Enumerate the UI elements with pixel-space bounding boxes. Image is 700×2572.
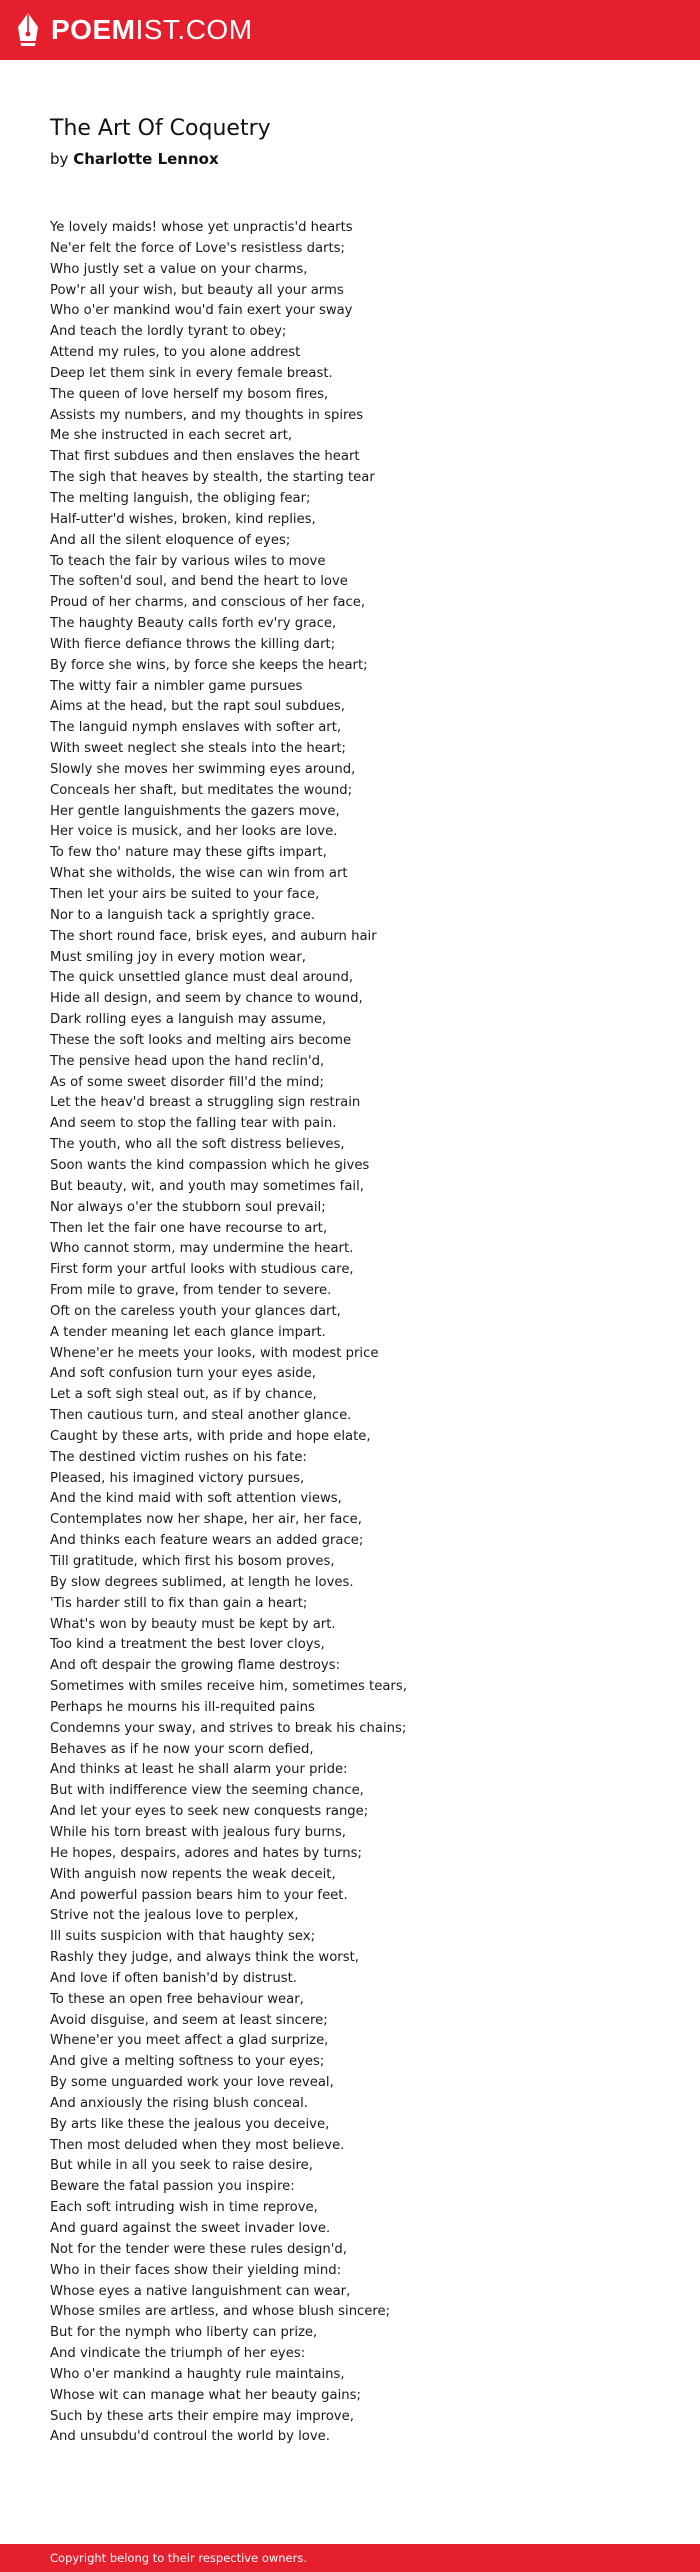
poem-line: Deep let them sink in every female breast. bbox=[50, 365, 333, 381]
poem-line: Her voice is musick, and her looks are love. bbox=[50, 824, 338, 840]
poem-line: The witty fair a nimbler game pursues bbox=[50, 678, 303, 694]
poem-line: And seem to stop the falling tear with pain. bbox=[50, 1116, 337, 1132]
poem-line: While his torn breast with jealous fury burns, bbox=[50, 1824, 346, 1840]
poem-line: Perhaps he mourns his ill-requited pains bbox=[50, 1699, 315, 1715]
poem-line: Whene'er he meets your looks, with modest price bbox=[50, 1345, 379, 1361]
poem-line: But beauty, wit, and youth may sometimes fail, bbox=[50, 1178, 364, 1194]
poem-line: Who in their faces show their yielding mind: bbox=[50, 2262, 342, 2278]
poem-line: Me she instructed in each secret art, bbox=[50, 428, 293, 444]
poem-line: Ye lovely maids! whose yet unpractis'd hearts bbox=[50, 220, 353, 235]
poem-line: What's won by beauty must be kept by art. bbox=[50, 1616, 336, 1632]
poem-line: By arts like these the jealous you deceive, bbox=[50, 2116, 330, 2132]
poem-line: And teach the lordly tyrant to obey; bbox=[50, 324, 287, 340]
pen-nib-icon bbox=[16, 12, 40, 48]
footer-bar bbox=[0, 2544, 700, 2572]
poem-line: Nor always o'er the stubborn soul prevail; bbox=[50, 1199, 326, 1215]
poem-line: Soon wants the kind compassion which he gives bbox=[50, 1157, 370, 1173]
poem-line: The melting languish, the obliging fear; bbox=[50, 490, 311, 506]
poem-line: And all the silent eloquence of eyes; bbox=[50, 532, 291, 548]
poem-line: Let the heav'd breast a struggling sign restrain bbox=[50, 1095, 361, 1111]
poem-line: The haughty Beauty calls forth ev'ry grace, bbox=[50, 616, 337, 632]
poem-line: The sigh that heaves by stealth, the starting tear bbox=[50, 470, 375, 486]
poem-line: The languid nymph enslaves with softer art, bbox=[50, 720, 342, 736]
poem-byline bbox=[50, 149, 219, 169]
poem-line: What she witholds, the wise can win from art bbox=[50, 866, 348, 882]
poem-line: To few tho' nature may these gifts impart, bbox=[50, 845, 327, 861]
poem-line: Such by these arts their empire may improve, bbox=[50, 2408, 354, 2424]
poem-line: To these an open free behaviour wear, bbox=[50, 1991, 304, 2007]
poem-line: Nor to a languish tack a sprightly grace. bbox=[50, 907, 316, 923]
poem-line: Whose wit can manage what her beauty gains; bbox=[50, 2387, 361, 2403]
poem-line: But while in all you seek to raise desire, bbox=[50, 2158, 313, 2174]
poem-line: Attend my rules, to you alone addrest bbox=[50, 345, 301, 361]
poem-line: Condemns your sway, and strives to break his chains; bbox=[50, 1720, 407, 1736]
poem-line: 'Tis harder still to fix than gain a heart; bbox=[50, 1595, 308, 1611]
poem-line: The pensive head upon the hand reclin'd, bbox=[50, 1053, 325, 1069]
poem-line: Strive not the jealous love to perplex, bbox=[50, 1908, 299, 1924]
poem-line: Whene'er you meet affect a glad surprize, bbox=[50, 2033, 329, 2049]
logo-light-text: IST.COM bbox=[135, 14, 253, 45]
poem-line: Then cautious turn, and steal another glance. bbox=[50, 1408, 352, 1424]
poem-line: Not for the tender were these rules design'd, bbox=[50, 2241, 347, 2257]
poem-line: And oft despair the growing flame destroys: bbox=[50, 1658, 341, 1674]
poem-line: Who cannot storm, may undermine the heart. bbox=[50, 1241, 354, 1257]
poem-line: To teach the fair by various wiles to move bbox=[50, 553, 326, 569]
poem-line: Aims at the head, but the rapt soul subdues, bbox=[50, 699, 345, 715]
poem-line: The short round face, brisk eyes, and auburn hair bbox=[50, 928, 377, 944]
poem-line: Oft on the careless youth your glances dart, bbox=[50, 1303, 341, 1319]
poem-line: Behaves as if he now your scorn defied, bbox=[50, 1741, 314, 1757]
poem-line: By some unguarded work your love reveal, bbox=[50, 2075, 334, 2091]
poem-line: Rashly they judge, and always think the worst, bbox=[50, 1950, 359, 1966]
poem-line: Avoid disguise, and seem at least sincere; bbox=[50, 2012, 328, 2028]
poem-body bbox=[50, 218, 670, 2448]
poem-line: But with indifference view the seeming chance, bbox=[50, 1783, 364, 1799]
poem-line: Who o'er mankind wou'd fain exert your sway bbox=[50, 303, 353, 319]
poem-line: The quick unsettled glance must deal around, bbox=[50, 970, 354, 986]
poem-line: And let your eyes to seek new conquests range; bbox=[50, 1804, 369, 1820]
poem-line: By force she wins, by force she keeps the heart; bbox=[50, 657, 368, 673]
poem-line: Till gratitude, which first his bosom proves, bbox=[50, 1554, 335, 1569]
poem-line: And thinks at least he shall alarm your pride: bbox=[50, 1762, 348, 1778]
poem-line: Beware the fatal passion you inspire: bbox=[50, 2179, 295, 2195]
poem-line: The queen of love herself my bosom fires, bbox=[50, 386, 329, 402]
poem-line: And give a melting softness to your eyes; bbox=[50, 2054, 325, 2070]
poem-line: Then most deluded when they most believe. bbox=[50, 2137, 345, 2153]
poem-line: That first subdues and then enslaves the heart bbox=[50, 449, 360, 465]
poem-line: And unsubdu'd controul the world by love. bbox=[50, 2429, 330, 2445]
poem-line: Ne'er felt the force of Love's resistless darts; bbox=[50, 240, 345, 256]
poem-line: Ill suits suspicion with that haughty sex; bbox=[50, 1929, 316, 1945]
poem-line: Whose smiles are artless, and whose blush sincere; bbox=[50, 2304, 391, 2320]
poem-line: Half-utter'd wishes, broken, kind replies, bbox=[50, 511, 316, 527]
poem-line: With sweet neglect she steals into the heart; bbox=[50, 741, 346, 757]
poem-line: A tender meaning let each glance impart. bbox=[50, 1324, 326, 1340]
poem-line: The soften'd soul, and bend the heart to love bbox=[50, 574, 348, 590]
poem-line: Pow'r all your wish, but beauty all your arms bbox=[50, 282, 344, 298]
poem-line: Assists my numbers, and my thoughts in spires bbox=[50, 407, 364, 423]
poem-line: Let a soft sigh steal out, as if by chance, bbox=[50, 1387, 317, 1403]
poem-line: By slow degrees sublimed, at length he loves. bbox=[50, 1574, 354, 1590]
poem-line: Hide all design, and seem by chance to wound, bbox=[50, 991, 363, 1007]
poem-line: The destined victim rushes on his fate: bbox=[50, 1449, 307, 1465]
site-logo-text bbox=[51, 14, 253, 46]
poem-line: Contemplates now her shape, her air, her face, bbox=[50, 1512, 362, 1528]
poem-line: Dark rolling eyes a languish may assume, bbox=[50, 1012, 327, 1028]
poem-title: The Art Of Coquetry bbox=[50, 116, 271, 141]
poem-line: Conceals her shaft, but meditates the wound; bbox=[50, 782, 353, 798]
poem-line: And the kind maid with soft attention views, bbox=[50, 1491, 342, 1507]
poem-line: Then let your airs be suited to your face, bbox=[50, 887, 320, 902]
poem-line: And soft confusion turn your eyes aside, bbox=[50, 1366, 316, 1382]
poem-line: And powerful passion bears him to your feet. bbox=[50, 1887, 348, 1903]
poem-line: And guard against the sweet invader love. bbox=[50, 2221, 331, 2236]
poem-line: These the soft looks and melting airs become bbox=[50, 1032, 352, 1048]
poem-line: Who justly set a value on your charms, bbox=[50, 261, 308, 277]
poem-line: Sometimes with smiles receive him, sometimes tears, bbox=[50, 1679, 407, 1695]
poem-line: Proud of her charms, and conscious of her face, bbox=[50, 595, 366, 611]
poem-line: Too kind a treatment the best lover cloys, bbox=[50, 1637, 325, 1653]
site-logo-link[interactable] bbox=[16, 12, 253, 48]
poem-line: The youth, who all the soft distress believes, bbox=[50, 1137, 345, 1153]
poem-line: But for the nymph who liberty can prize, bbox=[50, 2325, 318, 2341]
poem-line: Who o'er mankind a haughty rule maintains, bbox=[50, 2366, 345, 2382]
poem-line: Each soft intruding wish in time reprove, bbox=[50, 2200, 318, 2216]
poem-line: And vindicate the triumph of her eyes: bbox=[50, 2346, 306, 2362]
poem-line: From mile to grave, from tender to severe. bbox=[50, 1283, 332, 1299]
logo-bold-text: POEM bbox=[51, 14, 136, 45]
poem-line: Pleased, his imagined victory pursues, bbox=[50, 1470, 305, 1486]
poem-line: With anguish now repents the weak deceit, bbox=[50, 1866, 336, 1882]
poem-line: With fierce defiance throws the killing dart; bbox=[50, 636, 336, 652]
poem-line: Must smiling joy in every motion wear, bbox=[50, 949, 306, 965]
poem-line: Caught by these arts, with pride and hope elate, bbox=[50, 1428, 371, 1444]
poem-line: Whose eyes a native languishment can wear, bbox=[50, 2283, 351, 2299]
poem-line: Slowly she moves her swimming eyes around, bbox=[50, 761, 356, 777]
author-link[interactable]: Charlotte Lennox bbox=[73, 150, 219, 168]
poem-line: As of some sweet disorder fill'd the mind; bbox=[50, 1074, 324, 1090]
poem-line: And love if often banish'd by distrust. bbox=[50, 1970, 297, 1986]
copyright-text: Copyright belong to their respective owners. bbox=[50, 2551, 308, 2565]
poem-line: First form your artful looks with studious care, bbox=[50, 1262, 354, 1278]
poem-line: He hopes, despairs, adores and hates by turns; bbox=[50, 1845, 362, 1861]
poem-line: And thinks each feature wears an added grace; bbox=[50, 1533, 364, 1549]
top-bar bbox=[0, 0, 700, 60]
poem-line: And anxiously the rising blush conceal. bbox=[50, 2095, 308, 2111]
byline-prefix: by bbox=[50, 150, 69, 168]
poem-line: Her gentle languishments the gazers move, bbox=[50, 803, 340, 819]
poem-line: Then let the fair one have recourse to art, bbox=[50, 1220, 328, 1236]
